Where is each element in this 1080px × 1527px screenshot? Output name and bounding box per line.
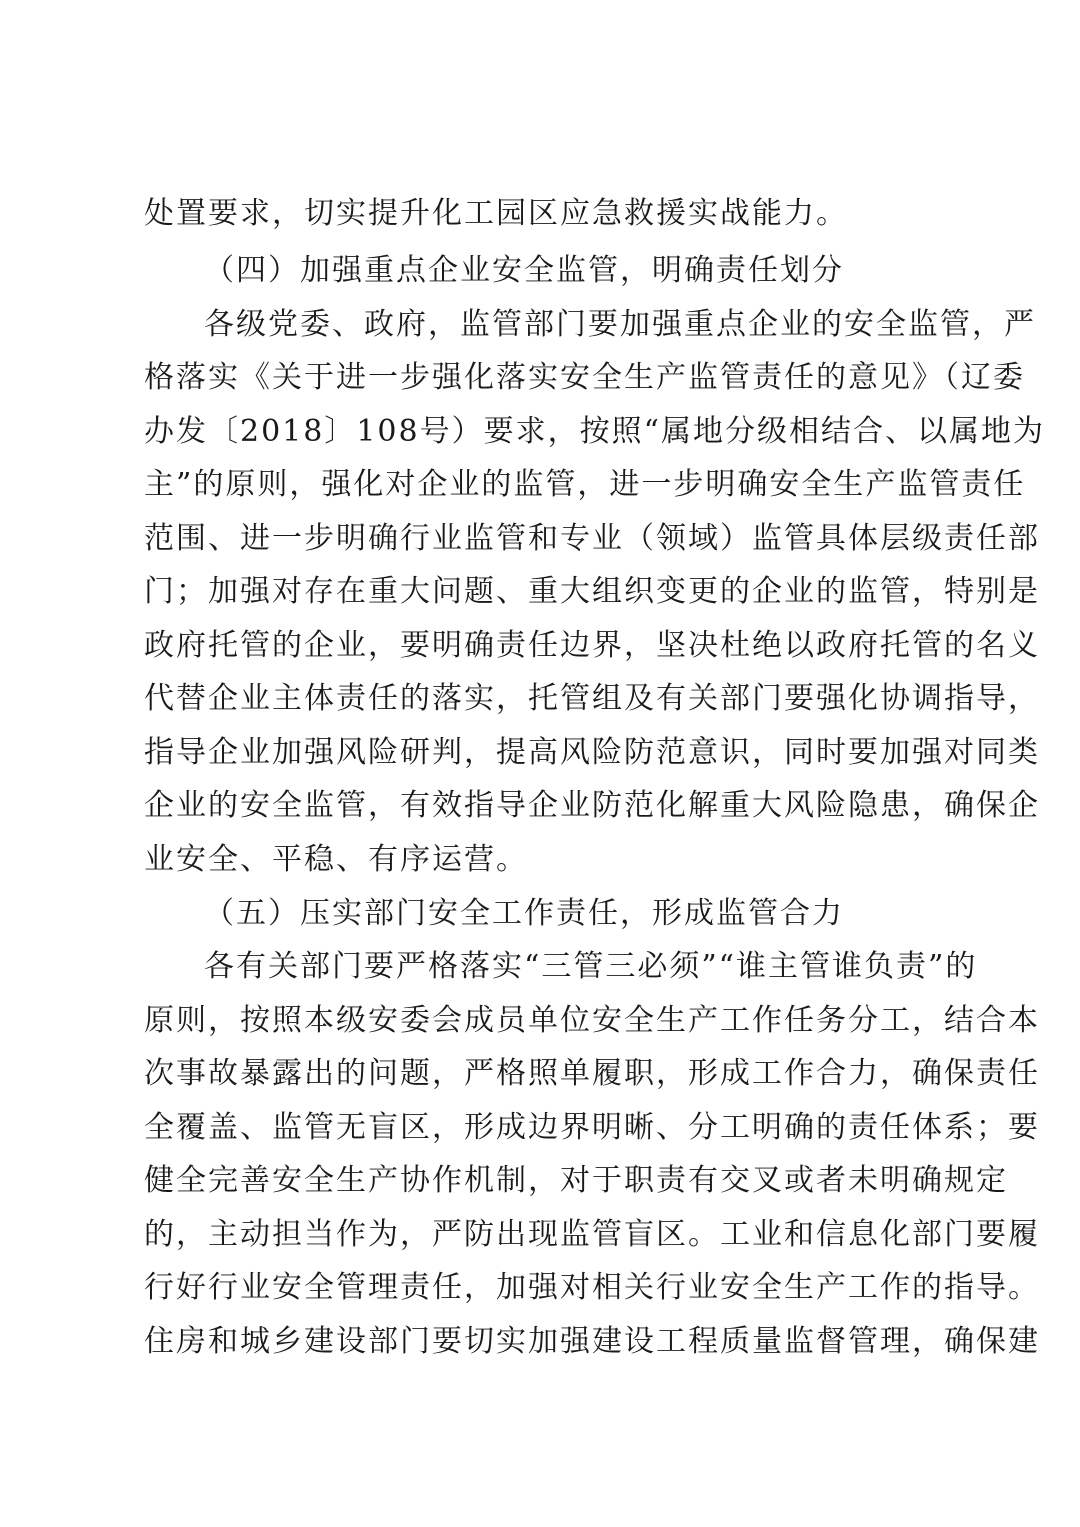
paragraph-line: 办发〔2018〕108号）要求，按照“属地分级相结合、以属地为 — [144, 414, 1045, 449]
paragraph-line: 格落实《关于进一步强化落实安全生产监管责任的意见》（辽委 — [144, 360, 1025, 395]
paragraph-line: 各级党委、政府，监管部门要加强重点企业的安全监管，严 — [204, 307, 1036, 342]
paragraph-line: 范围、进一步明确行业监管和专业（领域）监管具体层级责任部 — [144, 521, 1040, 556]
paragraph-line: 的，主动担当作为，严防出现监管盲区。工业和信息化部门要履 — [144, 1217, 1040, 1252]
paragraph-line: 门；加强对存在重大问题、重大组织变更的企业的监管，特别是 — [144, 574, 1040, 609]
paragraph-line: 业安全、平稳、有序运营。 — [144, 842, 528, 877]
paragraph-line: 政府托管的企业，要明确责任边界，坚决杜绝以政府托管的名义 — [144, 628, 1040, 663]
paragraph-line: 全覆盖、监管无盲区，形成边界明晰、分工明确的责任体系；要 — [144, 1110, 1040, 1145]
paragraph-line: 处置要求，切实提升化工园区应急救援实战能力。 — [144, 196, 848, 231]
paragraph-line: 行好行业安全管理责任，加强对相关行业安全生产工作的指导。 — [144, 1270, 1040, 1305]
paragraph-line: 次事故暴露出的问题，严格照单履职，形成工作合力，确保责任 — [144, 1056, 1040, 1091]
section-heading-5: （五）压实部门安全工作责任，形成监管合力 — [204, 896, 844, 931]
paragraph-line: 健全完善安全生产协作机制，对于职责有交叉或者未明确规定 — [144, 1163, 1008, 1198]
paragraph-line: 各有关部门要严格落实“三管三必须”“谁主管谁负责”的 — [204, 949, 978, 984]
paragraph-line: 主”的原则，强化对企业的监管，进一步明确安全生产监管责任 — [144, 467, 1026, 502]
paragraph-line: 住房和城乡建设部门要切实加强建设工程质量监督管理，确保建 — [144, 1324, 1040, 1359]
section-heading-4: （四）加强重点企业安全监管，明确责任划分 — [204, 253, 844, 288]
paragraph-line: 指导企业加强风险研判，提高风险防范意识，同时要加强对同类 — [144, 735, 1040, 770]
paragraph-line: 企业的安全监管，有效指导企业防范化解重大风险隐患，确保企 — [144, 788, 1040, 823]
paragraph-line: 代替企业主体责任的落实，托管组及有关部门要强化协调指导， — [144, 681, 1040, 716]
paragraph-line: 原则，按照本级安委会成员单位安全生产工作任务分工，结合本 — [144, 1003, 1040, 1038]
